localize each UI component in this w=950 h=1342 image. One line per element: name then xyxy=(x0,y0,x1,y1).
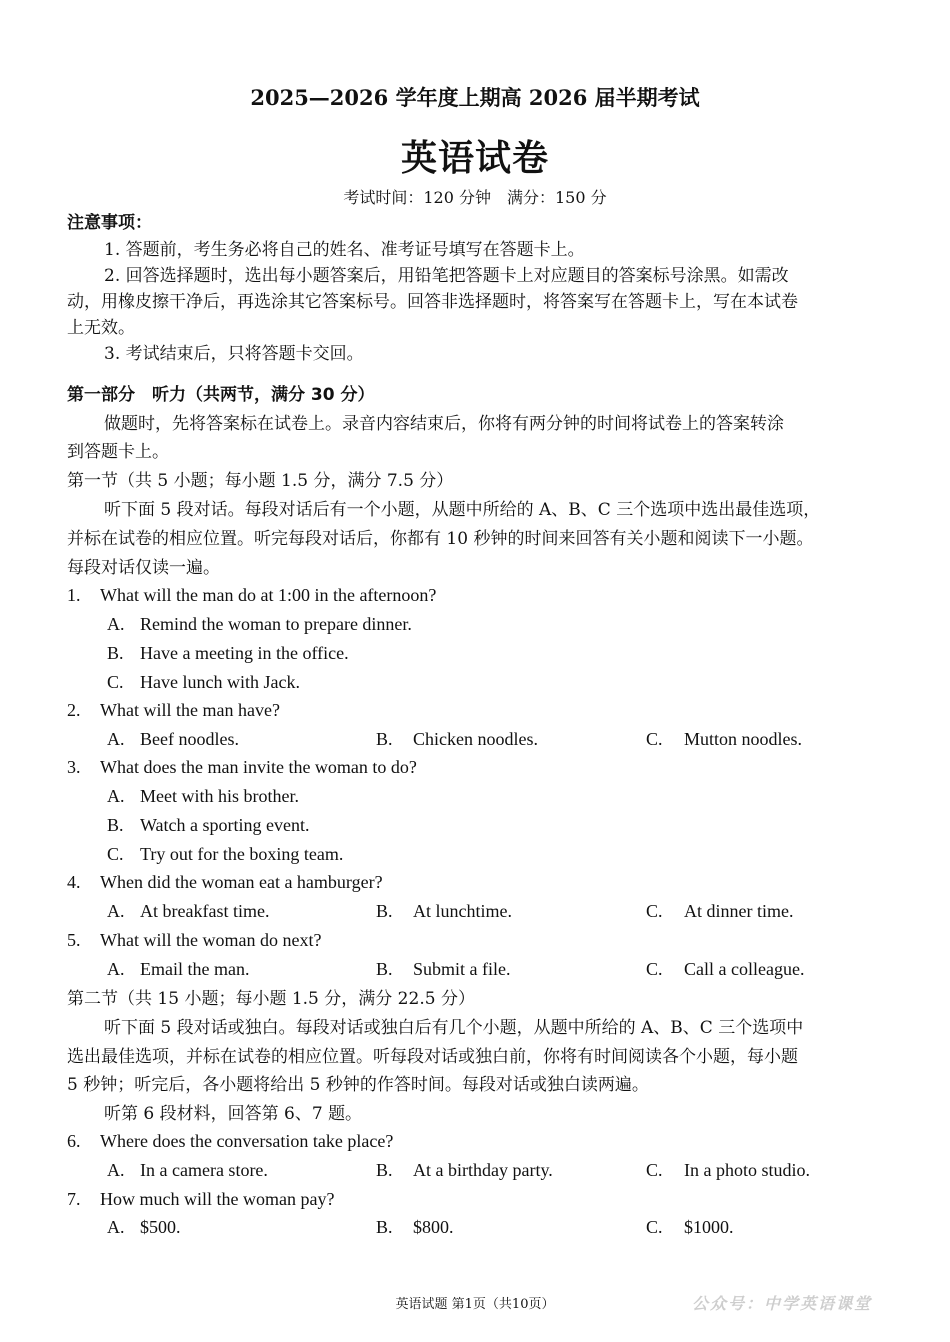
option-text: At dinner time. xyxy=(684,901,794,921)
section2-instr-line-2: 选出最佳选项，并标在试卷的相应位置。听每段对话或独白前，你将有时间阅读各个小题，每小题 xyxy=(67,1047,798,1067)
time-score-info: 考试时间：120 分钟 满分：150 分 xyxy=(343,188,607,207)
question-number: 5. xyxy=(67,930,81,950)
notice-item-2-line-2: 动，用橡皮擦干净后，再选涂其它答案标号。回答非选择题时，将答案写在答题卡上，写在本试卷 xyxy=(67,292,798,312)
question-number: 1. xyxy=(67,585,81,605)
option-text: At a birthday party. xyxy=(413,1160,553,1180)
question-number: 2. xyxy=(67,700,81,720)
option-letter: C. xyxy=(646,901,663,921)
option-text: Try out for the boxing team. xyxy=(140,844,344,864)
section1-instr-line-3: 每段对话仅读一遍。 xyxy=(67,558,220,578)
option-text: $1000. xyxy=(684,1217,734,1237)
question-text: How much will the woman pay? xyxy=(100,1189,335,1209)
option-letter: B. xyxy=(376,959,393,979)
option-letter: B. xyxy=(376,1217,393,1237)
option-text: Chicken noodles. xyxy=(413,729,538,749)
option-text: Have lunch with Jack. xyxy=(140,672,300,692)
question-text: What will the man have? xyxy=(100,700,280,720)
exam-title: 2025—2026 学年度上期高 2026 届半期考试 xyxy=(250,85,700,110)
option-letter: C. xyxy=(646,1217,663,1237)
question-number: 4. xyxy=(67,872,81,892)
material-6-instr: 听第 6 段材料，回答第 6、7 题。 xyxy=(104,1104,363,1124)
section2-instr-line-1: 听下面 5 段对话或独白。每段对话或独白后有几个小题，从题中所给的 A、B、C 三个选项中 xyxy=(104,1018,804,1038)
option-text: Call a colleague. xyxy=(684,959,805,979)
option-letter: A. xyxy=(107,1160,125,1180)
option-text: Submit a file. xyxy=(413,959,511,979)
part1-title: 第一部分 听力（共两节，满分 30 分） xyxy=(67,385,375,405)
notice-title: 注意事项： xyxy=(67,213,152,233)
option-text: In a camera store. xyxy=(140,1160,268,1180)
question-text: What will the woman do next? xyxy=(100,930,322,950)
option-letter: C. xyxy=(107,672,124,692)
option-letter: C. xyxy=(646,959,663,979)
option-text: Have a meeting in the office. xyxy=(140,643,349,663)
option-text: In a photo studio. xyxy=(684,1160,810,1180)
part1-intro-line-2: 到答题卡上。 xyxy=(67,442,169,462)
option-letter: B. xyxy=(107,815,124,835)
option-text: At lunchtime. xyxy=(413,901,512,921)
option-text: Watch a sporting event. xyxy=(140,815,310,835)
question-number: 6. xyxy=(67,1131,81,1151)
section1-instr-line-2: 并标在试卷的相应位置。听完每段对话后，你都有 10 秒钟的时间来回答有关小题和阅读下一小题。 xyxy=(67,529,814,549)
option-text: Remind the woman to prepare dinner. xyxy=(140,614,412,634)
section2-title: 第二节（共 15 小题；每小题 1.5 分，满分 22.5 分） xyxy=(67,989,475,1009)
question-text: What will the man do at 1:00 in the afternoon? xyxy=(100,585,437,605)
question-number: 7. xyxy=(67,1189,81,1209)
option-letter: A. xyxy=(107,786,125,806)
option-text: At breakfast time. xyxy=(140,901,270,921)
option-text: Beef noodles. xyxy=(140,729,239,749)
page-footer: 英语试题 第1页（共10页） xyxy=(395,1297,555,1312)
option-letter: B. xyxy=(376,729,393,749)
question-text: When did the woman eat a hamburger? xyxy=(100,872,383,892)
option-letter: A. xyxy=(107,729,125,749)
option-letter: A. xyxy=(107,959,125,979)
part1-intro-line-1: 做题时，先将答案标在试卷上。录音内容结束后，你将有两分钟的时间将试卷上的答案转涂 xyxy=(104,414,784,434)
option-letter: B. xyxy=(107,643,124,663)
option-text: $800. xyxy=(413,1217,454,1237)
question-number: 3. xyxy=(67,757,81,777)
option-letter: A. xyxy=(107,614,125,634)
question-text: Where does the conversation take place? xyxy=(100,1131,394,1151)
option-letter: C. xyxy=(646,1160,663,1180)
option-text: Meet with his brother. xyxy=(140,786,299,806)
notice-item-2-line-3: 上无效。 xyxy=(67,318,135,338)
section2-instr-line-3: 5 秒钟；听完后，各小题将给出 5 秒钟的作答时间。每段对话或独白读两遍。 xyxy=(67,1075,649,1095)
notice-item-1: 1. 答题前，考生务必将自己的姓名、准考证号填写在答题卡上。 xyxy=(104,240,585,260)
option-letter: C. xyxy=(646,729,663,749)
option-letter: A. xyxy=(107,901,125,921)
section1-title: 第一节（共 5 小题；每小题 1.5 分，满分 7.5 分） xyxy=(67,471,454,491)
option-letter: B. xyxy=(376,901,393,921)
question-text: What does the man invite the woman to do? xyxy=(100,757,417,777)
option-letter: C. xyxy=(107,844,124,864)
notice-item-3: 3. 考试结束后，只将答题卡交回。 xyxy=(104,344,364,364)
notice-item-2-line-1: 2. 回答选择题时，选出每小题答案后，用铅笔把答题卡上对应题目的答案标号涂黑。如需改 xyxy=(104,266,789,286)
option-text: Email the man. xyxy=(140,959,250,979)
option-text: Mutton noodles. xyxy=(684,729,803,749)
subject-title: 英语试卷 xyxy=(400,137,549,179)
option-letter: B. xyxy=(376,1160,393,1180)
watermark: 公众号：中学英语课堂 xyxy=(691,1294,872,1313)
option-letter: A. xyxy=(107,1217,125,1237)
section1-instr-line-1: 听下面 5 段对话。每段对话后有一个小题，从题中所给的 A、B、C 三个选项中选出最佳选项， xyxy=(104,500,821,520)
option-text: $500. xyxy=(140,1217,181,1237)
